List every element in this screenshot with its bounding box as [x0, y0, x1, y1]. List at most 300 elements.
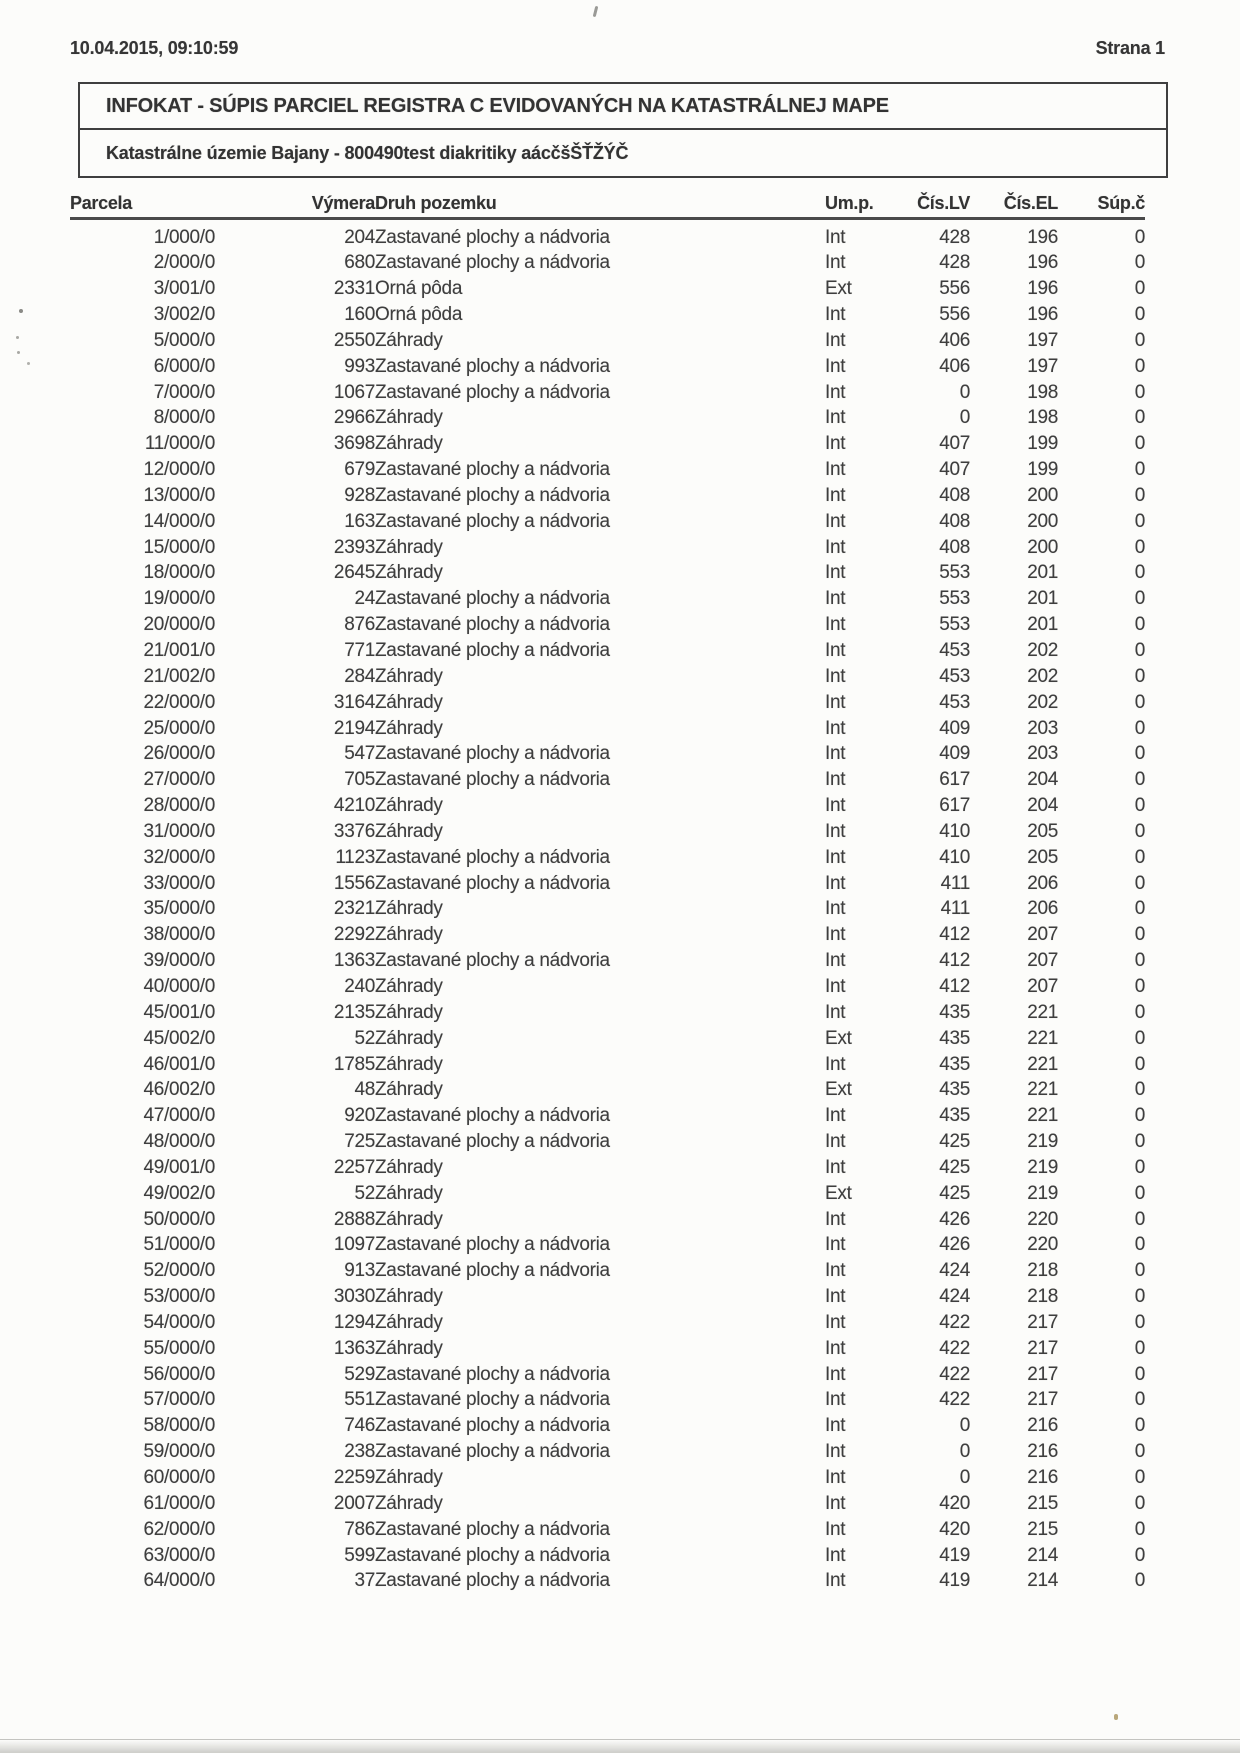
cell-parcela: 53/000/0 — [143, 1286, 215, 1308]
cell-cis-el: 204 — [1027, 769, 1058, 791]
cell-cis-lv: 410 — [939, 820, 970, 842]
cell-vymera: 786 — [344, 1518, 375, 1540]
cell-cis-el: 217 — [1027, 1311, 1058, 1333]
cell-cis-el: 221 — [1027, 1001, 1058, 1023]
cell-druh-pozemku: Záhrady — [375, 665, 443, 687]
cell-cis-lv: 408 — [939, 484, 970, 506]
cell-vymera: 52 — [354, 1027, 375, 1049]
cell-druh-pozemku: Zastavané plochy a nádvoria — [375, 614, 610, 636]
cell-cis-el: 207 — [1027, 924, 1058, 946]
cell-vymera: 993 — [344, 355, 375, 377]
cell-cis-el: 198 — [1027, 407, 1058, 429]
cell-cis-el: 215 — [1027, 1492, 1058, 1514]
cell-um-p: Int — [825, 562, 846, 584]
cell-vymera: 37 — [354, 1570, 375, 1592]
cell-sup-c: 0 — [1134, 1518, 1145, 1540]
cell-sup-c: 0 — [1134, 278, 1145, 300]
cell-druh-pozemku: Zastavané plochy a nádvoria — [375, 1389, 610, 1411]
cell-vymera: 3030 — [333, 1286, 375, 1308]
cell-cis-lv: 425 — [939, 1182, 970, 1204]
cell-vymera: 24 — [354, 588, 375, 610]
cell-cis-lv: 411 — [940, 872, 970, 894]
cell-um-p: Int — [825, 329, 846, 351]
cell-um-p: Int — [825, 1570, 846, 1592]
table-row — [70, 1129, 1145, 1155]
cell-druh-pozemku: Záhrady — [375, 1208, 443, 1230]
cell-sup-c: 0 — [1134, 1467, 1145, 1488]
cell-cis-el: 221 — [1027, 1053, 1058, 1075]
cell-cis-lv: 407 — [939, 433, 970, 455]
table-row — [70, 1103, 1145, 1129]
cell-parcela: 8/000/0 — [153, 407, 215, 429]
cell-parcela: 26/000/0 — [143, 743, 215, 765]
cell-cis-lv: 412 — [939, 975, 970, 997]
cell-cis-lv: 407 — [939, 459, 970, 481]
cell-um-p: Int — [825, 640, 846, 661]
col-header-cis-el: Čís.EL — [970, 188, 1058, 218]
cell-um-p: Int — [825, 717, 846, 739]
cell-sup-c: 0 — [1134, 226, 1145, 248]
cell-um-p: Int — [825, 381, 846, 403]
cell-sup-c: 0 — [1134, 1415, 1145, 1437]
table-row — [70, 716, 1145, 742]
cell-druh-pozemku: Zastavané plochy a nádvoria — [375, 1518, 610, 1540]
cell-vymera: 4210 — [333, 795, 375, 817]
cell-cis-el: 197 — [1027, 355, 1058, 377]
cell-druh-pozemku: Zastavané plochy a nádvoria — [375, 769, 610, 791]
table-row — [70, 1258, 1145, 1284]
cell-druh-pozemku: Zastavané plochy a nádvoria — [375, 459, 610, 481]
cell-cis-el: 217 — [1027, 1337, 1058, 1359]
header-row — [70, 188, 1145, 218]
cell-parcela: 60/000/0 — [143, 1467, 215, 1488]
cell-vymera: 876 — [344, 614, 375, 636]
cell-sup-c: 0 — [1134, 795, 1145, 817]
cell-vymera: 2292 — [333, 924, 375, 946]
table-row — [70, 819, 1145, 845]
cell-cis-lv: 409 — [939, 717, 970, 739]
col-header-druh-pozemku: Druh pozemku — [375, 188, 825, 218]
cell-parcela: 62/000/0 — [143, 1518, 215, 1540]
cell-um-p: Int — [825, 898, 846, 920]
cell-vymera: 52 — [354, 1182, 375, 1204]
cell-cis-el: 200 — [1027, 536, 1058, 558]
cell-cis-lv: 420 — [939, 1518, 970, 1540]
cell-druh-pozemku: Záhrady — [375, 1001, 443, 1023]
cell-um-p: Int — [825, 743, 846, 765]
cell-parcela: 38/000/0 — [143, 924, 215, 946]
cell-um-p: Ext — [825, 1182, 852, 1204]
table-row — [70, 560, 1145, 586]
cell-parcela: 64/000/0 — [143, 1570, 215, 1592]
cell-cis-el: 196 — [1027, 226, 1058, 248]
cell-druh-pozemku: Záhrady — [375, 1156, 443, 1178]
cell-um-p: Int — [825, 484, 846, 506]
cell-vymera: 1097 — [333, 1234, 375, 1256]
table-row — [70, 1026, 1145, 1052]
cell-um-p: Ext — [825, 278, 852, 300]
cell-druh-pozemku: Zastavané plochy a nádvoria — [375, 1131, 610, 1153]
cell-um-p: Int — [825, 846, 846, 868]
cell-cis-lv: 428 — [939, 252, 970, 274]
cell-druh-pozemku: Zastavané plochy a nádvoria — [375, 1363, 610, 1385]
cell-cis-el: 221 — [1027, 1105, 1058, 1127]
print-timestamp: 10.04.2015, 09:10:59 — [70, 38, 239, 58]
cell-parcela: 21/002/0 — [143, 665, 215, 687]
cell-cis-lv: 556 — [939, 304, 970, 326]
cell-cis-el: 219 — [1027, 1156, 1058, 1178]
table-row — [70, 1000, 1145, 1026]
cell-sup-c: 0 — [1134, 536, 1145, 558]
cell-parcela: 15/000/0 — [143, 536, 215, 558]
cell-sup-c: 0 — [1134, 1544, 1145, 1566]
cell-cis-lv: 424 — [939, 1286, 970, 1308]
table-row — [70, 276, 1145, 302]
cell-parcela: 19/000/0 — [143, 588, 215, 610]
table-row — [70, 638, 1145, 664]
cell-druh-pozemku: Zastavané plochy a nádvoria — [375, 872, 610, 894]
cell-um-p: Int — [825, 1234, 846, 1256]
cell-vymera: 284 — [344, 665, 375, 687]
cell-cis-el: 207 — [1027, 975, 1058, 997]
page-number: Strana 1 — [1095, 38, 1165, 58]
cell-cis-el: 202 — [1027, 691, 1058, 713]
cell-vymera: 238 — [344, 1441, 375, 1463]
cell-cis-lv: 424 — [939, 1260, 970, 1282]
cell-vymera: 913 — [344, 1260, 375, 1282]
cell-um-p: Int — [825, 614, 846, 636]
cell-druh-pozemku: Zastavané plochy a nádvoria — [375, 1544, 610, 1566]
cell-um-p: Int — [825, 355, 846, 377]
cell-vymera: 529 — [344, 1363, 375, 1385]
cell-druh-pozemku: Zastavané plochy a nádvoria — [375, 846, 610, 868]
cell-sup-c: 0 — [1134, 459, 1145, 481]
cell-sup-c: 0 — [1134, 1337, 1145, 1359]
cell-cis-lv: 420 — [939, 1492, 970, 1514]
cell-parcela: 45/001/0 — [143, 1001, 215, 1023]
cell-parcela: 18/000/0 — [143, 562, 215, 584]
cell-um-p: Int — [825, 1260, 846, 1282]
cell-cis-lv: 422 — [939, 1363, 970, 1385]
cell-um-p: Int — [825, 1467, 846, 1488]
cell-parcela: 47/000/0 — [143, 1105, 215, 1127]
cell-cis-lv: 412 — [939, 924, 970, 946]
cell-cis-lv: 409 — [939, 743, 970, 765]
table-row — [70, 1387, 1145, 1413]
cell-parcela: 45/002/0 — [143, 1027, 215, 1049]
cell-parcela: 12/000/0 — [143, 459, 215, 481]
cell-parcela: 27/000/0 — [143, 769, 215, 791]
cell-cis-el: 196 — [1027, 304, 1058, 326]
cell-um-p: Int — [825, 536, 846, 558]
cell-um-p: Int — [825, 769, 846, 791]
cell-druh-pozemku: Záhrady — [375, 562, 443, 584]
cell-cis-lv: 422 — [939, 1389, 970, 1411]
cell-um-p: Int — [825, 1311, 846, 1333]
cell-vymera: 551 — [344, 1389, 375, 1411]
table-row — [70, 328, 1145, 354]
cell-cis-lv: 406 — [939, 355, 970, 377]
cell-parcela: 22/000/0 — [143, 691, 215, 713]
cell-cis-el: 200 — [1027, 510, 1058, 532]
cell-um-p: Int — [825, 1518, 846, 1540]
cell-um-p: Ext — [825, 1027, 852, 1049]
cell-um-p: Ext — [825, 1079, 852, 1101]
cadastral-area-box — [78, 128, 1168, 178]
cell-druh-pozemku: Záhrady — [375, 1467, 443, 1488]
table-row — [70, 741, 1145, 767]
cell-parcela: 11/000/0 — [144, 433, 215, 455]
cell-vymera: 1294 — [333, 1311, 375, 1333]
cell-vymera: 2321 — [333, 898, 375, 920]
cell-um-p: Int — [825, 226, 846, 248]
cell-cis-lv: 453 — [939, 691, 970, 713]
cell-um-p: Int — [825, 975, 846, 997]
cell-druh-pozemku: Orná pôda — [375, 304, 463, 326]
cell-vymera: 1363 — [333, 1337, 375, 1359]
cell-cis-el: 205 — [1027, 846, 1058, 868]
cell-cis-el: 216 — [1027, 1415, 1058, 1437]
cell-sup-c: 0 — [1134, 640, 1145, 661]
cell-parcela: 28/000/0 — [143, 795, 215, 817]
cell-vymera: 1123 — [335, 846, 375, 868]
table-row — [70, 1413, 1145, 1439]
cell-um-p: Int — [825, 691, 846, 713]
cell-cis-el: 218 — [1027, 1260, 1058, 1282]
cell-cis-lv: 426 — [939, 1234, 970, 1256]
cell-vymera: 2007 — [333, 1492, 375, 1514]
cell-cis-lv: 553 — [939, 562, 970, 584]
table-row — [70, 1052, 1145, 1078]
table-row — [70, 1465, 1145, 1491]
cell-um-p: Int — [825, 1001, 846, 1023]
cell-sup-c: 0 — [1134, 717, 1145, 739]
cell-cis-el: 215 — [1027, 1518, 1058, 1540]
cell-sup-c: 0 — [1134, 1105, 1145, 1127]
report-title-box — [78, 82, 1168, 130]
cell-sup-c: 0 — [1134, 1363, 1145, 1385]
cell-parcela: 33/000/0 — [143, 872, 215, 894]
cell-um-p: Int — [825, 1492, 846, 1514]
cell-um-p: Int — [825, 459, 846, 481]
table-row — [70, 1207, 1145, 1233]
cell-cis-el: 219 — [1027, 1182, 1058, 1204]
cell-parcela: 31/000/0 — [143, 820, 215, 842]
cell-sup-c: 0 — [1134, 381, 1145, 403]
parcel-table-body — [70, 218, 1145, 1594]
cell-vymera: 163 — [344, 510, 375, 532]
cell-parcela: 49/001/0 — [143, 1156, 215, 1178]
cell-sup-c: 0 — [1134, 898, 1145, 920]
cell-parcela: 58/000/0 — [143, 1415, 215, 1437]
cell-cis-lv: 435 — [939, 1079, 970, 1101]
cell-um-p: Int — [825, 1208, 846, 1230]
cell-druh-pozemku: Zastavané plochy a nádvoria — [375, 510, 610, 532]
cell-vymera: 2331 — [333, 278, 375, 300]
cell-sup-c: 0 — [1134, 407, 1145, 429]
cell-cis-lv: 0 — [959, 407, 970, 429]
cell-vymera: 2645 — [333, 562, 375, 584]
cell-cis-lv: 425 — [939, 1131, 970, 1153]
table-row — [70, 380, 1145, 406]
cell-cis-lv: 0 — [959, 381, 970, 403]
cell-um-p: Int — [825, 510, 846, 532]
cell-vymera: 1067 — [333, 381, 375, 403]
cell-druh-pozemku: Záhrady — [375, 407, 443, 429]
cell-cis-el: 206 — [1027, 872, 1058, 894]
scan-edge-shadow — [0, 1739, 1240, 1753]
cell-cis-lv: 617 — [939, 795, 970, 817]
table-row — [70, 845, 1145, 871]
cell-druh-pozemku: Záhrady — [375, 329, 443, 351]
cell-cis-el: 221 — [1027, 1079, 1058, 1101]
cell-sup-c: 0 — [1134, 1027, 1145, 1049]
cell-cis-el: 219 — [1027, 1131, 1058, 1153]
cell-vymera: 240 — [344, 975, 375, 997]
cell-um-p: Int — [825, 1053, 846, 1075]
cell-parcela: 48/000/0 — [143, 1131, 215, 1153]
cell-druh-pozemku: Orná pôda — [375, 278, 463, 300]
cell-um-p: Int — [825, 1337, 846, 1359]
cell-parcela: 35/000/0 — [143, 898, 215, 920]
cell-sup-c: 0 — [1134, 820, 1145, 842]
cell-cis-lv: 0 — [959, 1441, 970, 1463]
cell-vymera: 3698 — [333, 433, 375, 455]
cell-cis-el: 202 — [1027, 665, 1058, 687]
cell-cis-lv: 0 — [959, 1467, 970, 1488]
cell-sup-c: 0 — [1134, 1079, 1145, 1101]
cell-cis-lv: 453 — [939, 640, 970, 661]
table-row — [70, 1077, 1145, 1103]
cell-cis-lv: 435 — [939, 1001, 970, 1023]
cell-parcela: 61/000/0 — [143, 1492, 215, 1514]
cell-um-p: Int — [825, 1441, 846, 1463]
table-row — [70, 922, 1145, 948]
cell-cis-lv: 406 — [939, 329, 970, 351]
cell-druh-pozemku: Zastavané plochy a nádvoria — [375, 640, 610, 661]
table-row — [70, 457, 1145, 483]
cell-parcela: 5/000/0 — [153, 329, 215, 351]
cell-druh-pozemku: Zastavané plochy a nádvoria — [375, 1105, 610, 1127]
cell-sup-c: 0 — [1134, 924, 1145, 946]
parcel-table — [70, 188, 1145, 1594]
cell-parcela: 2/000/0 — [153, 252, 215, 274]
cell-cis-el: 200 — [1027, 484, 1058, 506]
cell-um-p: Int — [825, 1389, 846, 1411]
cell-cis-el: 201 — [1027, 562, 1058, 584]
parcel-table-header — [70, 188, 1145, 218]
cell-cis-lv: 435 — [939, 1105, 970, 1127]
cell-parcela: 25/000/0 — [143, 717, 215, 739]
cell-cis-el: 203 — [1027, 717, 1058, 739]
cell-cis-el: 201 — [1027, 614, 1058, 636]
table-row — [70, 1439, 1145, 1465]
document-header-line — [70, 38, 1165, 59]
cell-um-p: Int — [825, 820, 846, 842]
cell-vymera: 746 — [344, 1415, 375, 1437]
cell-um-p: Int — [825, 950, 846, 972]
cell-druh-pozemku: Záhrady — [375, 1286, 443, 1308]
cell-druh-pozemku: Záhrady — [375, 1311, 443, 1333]
table-row — [70, 1491, 1145, 1517]
table-row — [70, 1543, 1145, 1569]
cell-parcela: 59/000/0 — [143, 1441, 215, 1463]
col-header-vymera: Výmera — [215, 188, 375, 218]
cell-druh-pozemku: Zastavané plochy a nádvoria — [375, 1441, 610, 1463]
cell-vymera: 771 — [344, 640, 375, 661]
table-row — [70, 218, 1145, 250]
cell-cis-lv: 0 — [959, 1415, 970, 1437]
cell-vymera: 3376 — [333, 820, 375, 842]
cell-cis-el: 196 — [1027, 278, 1058, 300]
cell-sup-c: 0 — [1134, 614, 1145, 636]
cell-druh-pozemku: Zastavané plochy a nádvoria — [375, 1570, 610, 1592]
table-row — [70, 896, 1145, 922]
cell-cis-lv: 553 — [939, 614, 970, 636]
cell-cis-lv: 412 — [939, 950, 970, 972]
cell-parcela: 57/000/0 — [143, 1389, 215, 1411]
cell-sup-c: 0 — [1134, 588, 1145, 610]
cell-druh-pozemku: Záhrady — [375, 1079, 443, 1101]
cell-vymera: 2888 — [333, 1208, 375, 1230]
cell-druh-pozemku: Zastavané plochy a nádvoria — [375, 1260, 610, 1282]
cell-parcela: 51/000/0 — [143, 1234, 215, 1256]
cell-druh-pozemku: Záhrady — [375, 536, 443, 558]
table-row — [70, 509, 1145, 535]
cell-druh-pozemku: Záhrady — [375, 795, 443, 817]
table-row — [70, 1362, 1145, 1388]
table-row — [70, 664, 1145, 690]
cell-sup-c: 0 — [1134, 1182, 1145, 1204]
cell-cis-el: 199 — [1027, 459, 1058, 481]
table-row — [70, 431, 1145, 457]
cell-vymera: 599 — [344, 1544, 375, 1566]
cell-druh-pozemku: Záhrady — [375, 433, 443, 455]
cell-cis-lv: 422 — [939, 1311, 970, 1333]
cell-vymera: 679 — [344, 459, 375, 481]
cell-parcela: 1/000/0 — [153, 226, 215, 248]
cell-druh-pozemku: Záhrady — [375, 975, 443, 997]
cell-sup-c: 0 — [1134, 1492, 1145, 1514]
cell-sup-c: 0 — [1134, 950, 1145, 972]
cell-um-p: Int — [825, 872, 846, 894]
cell-druh-pozemku: Záhrady — [375, 898, 443, 920]
cell-druh-pozemku: Záhrady — [375, 1182, 443, 1204]
cell-sup-c: 0 — [1134, 1286, 1145, 1308]
cell-sup-c: 0 — [1134, 872, 1145, 894]
cell-cis-el: 214 — [1027, 1544, 1058, 1566]
cell-um-p: Int — [825, 665, 846, 687]
cell-vymera: 2257 — [333, 1156, 375, 1178]
cell-cis-lv: 411 — [940, 898, 970, 920]
cell-vymera: 680 — [344, 252, 375, 274]
cell-parcela: 32/000/0 — [143, 846, 215, 868]
cell-sup-c: 0 — [1134, 975, 1145, 997]
cell-cis-lv: 422 — [939, 1337, 970, 1359]
table-row — [70, 483, 1145, 509]
cell-cis-lv: 426 — [939, 1208, 970, 1230]
cell-cis-lv: 617 — [939, 769, 970, 791]
table-row — [70, 1336, 1145, 1362]
table-row — [70, 1284, 1145, 1310]
table-row — [70, 535, 1145, 561]
cell-vymera: 2194 — [333, 717, 375, 739]
cell-parcela: 40/000/0 — [143, 975, 215, 997]
cell-cis-lv: 453 — [939, 665, 970, 687]
cell-sup-c: 0 — [1134, 1053, 1145, 1075]
cell-um-p: Int — [825, 1363, 846, 1385]
cell-vymera: 928 — [344, 484, 375, 506]
